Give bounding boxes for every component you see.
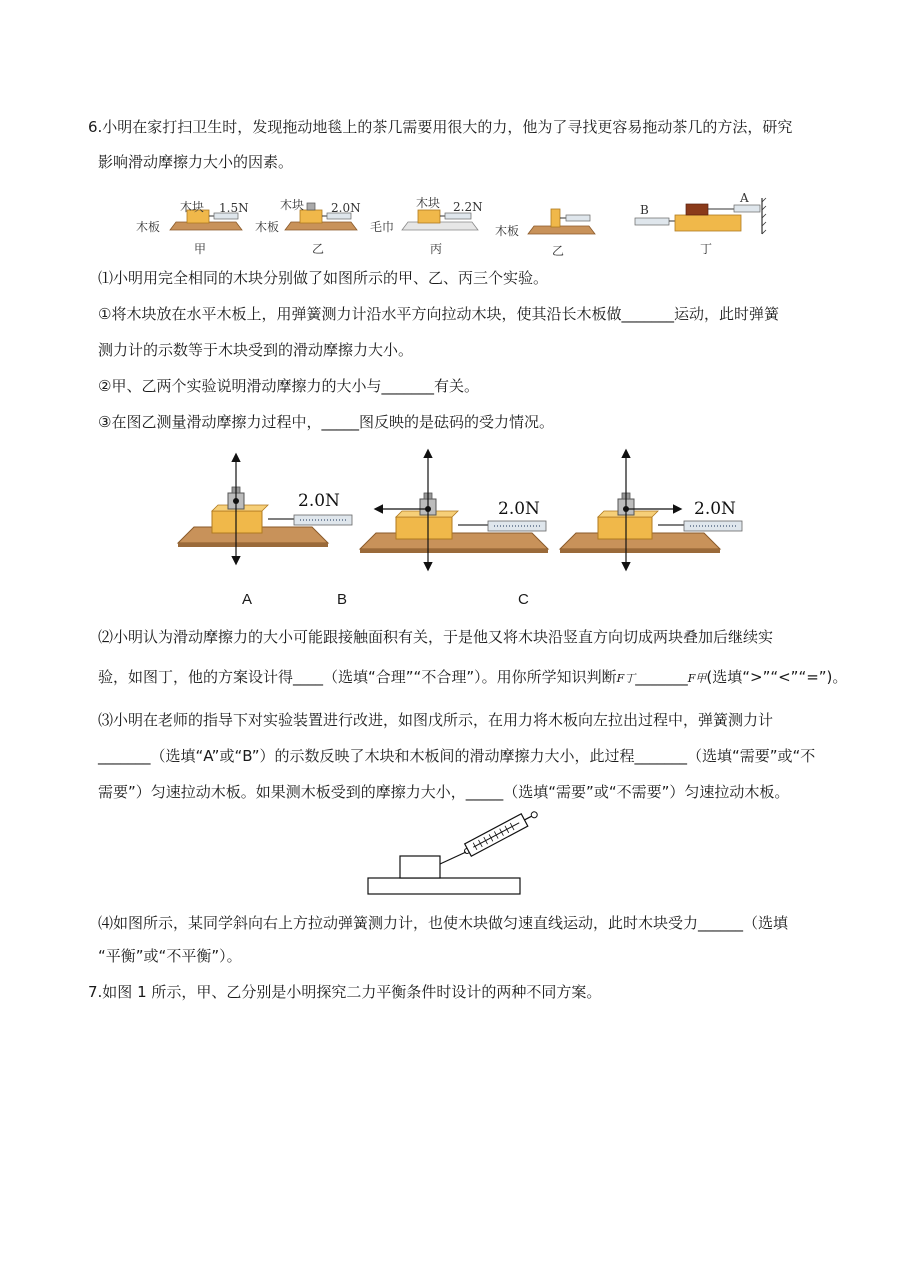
q6-part3b: _______（选填“A”或“B”）的示数反映了木块和木板间的滑动摩擦力大小，此过程_______（选填“需要”或“不 [98, 747, 816, 765]
fig-bing-force: 2.2N [453, 200, 483, 214]
q6-stem-line1: 6.小明在家打扫卫生时，发现拖动地毯上的茶几需要用很大的力，他为了寻找更容易拖动茶几的方法，研究 [88, 118, 793, 136]
q6-part2b-text1: 验，如图丁，他的方案设计得____（选填“合理”“不合理”）。用你所学知识判断 [98, 668, 617, 686]
fig-yi-force: 2.0N [331, 201, 361, 215]
option-c-label: C [518, 591, 529, 608]
q6-part1-2: ②甲、乙两个实验说明滑动摩擦力的大小与_______有关。 [98, 377, 479, 395]
figure-top-experiments [130, 188, 780, 256]
option-a-label: A [242, 591, 253, 608]
inclined-pull-svg [360, 810, 530, 900]
q6-part1: ⑴小明用完全相同的木块分别做了如图所示的甲、乙、丙三个实验。 [98, 269, 549, 287]
q6-part3c: 需要”）匀速拉动木板。如果测木板受到的摩擦力大小，_____（选填“需要”或“不需要”）匀速拉动木板。 [98, 783, 790, 801]
q6-part2a: ⑵小明认为滑动摩擦力的大小可能跟接触面积有关，于是他又将木块沿竖直方向切成两块叠加后继续实 [98, 628, 774, 646]
q6-part1-1b: 测力计的示数等于木块受到的滑动摩擦力大小。 [98, 341, 414, 359]
force-f-jia: F甲 [687, 672, 707, 685]
fig-jia-caption: 甲 [194, 242, 207, 256]
fig-ding-label-b: B [640, 203, 649, 217]
figure-inclined-pull [360, 810, 530, 900]
force-reading-c: 2.0N [694, 499, 736, 519]
q6-part2b [98, 667, 847, 689]
force-reading-b: 2.0N [498, 499, 540, 519]
fig-jia-block-label: 木块 [180, 200, 205, 214]
q6-part2b-blank: _______ [635, 668, 688, 686]
fig-yi2-caption: 乙 [552, 244, 565, 258]
figure-force-diagrams [170, 445, 736, 575]
q7-stem: 7.如图 1 所示，甲、乙分别是小明探究二力平衡条件时设计的两种不同方案。 [88, 983, 602, 1001]
fig-ding-label-a: A [740, 191, 749, 205]
q6-part4a: ⑷如图所示，某同学斜向右上方拉动弹簧测力计，也使木块做匀速直线运动，此时木块受力______（选填 [98, 914, 789, 932]
fig-bing-caption: 丙 [430, 242, 443, 256]
fig-yi2-board-label: 木板 [495, 224, 520, 238]
q6-part3a: ⑶小明在老师的指导下对实验装置进行改进，如图戊所示，在用力将木板向左拉出过程中，弹簧测力计 [98, 711, 774, 729]
q6-part4b: “平衡”或“不平衡”）。 [98, 947, 242, 965]
fig-bing-board-label: 毛巾 [370, 220, 395, 234]
force-reading-a: 2.0N [298, 491, 340, 511]
q6-part1-3: ③在图乙测量滑动摩擦力过程中，_____图反映的是砝码的受力情况。 [98, 413, 554, 431]
q6-part1-1a: ①将木块放在水平木板上，用弹簧测力计沿水平方向拉动木块，使其沿长木板做_______运动，此时弹簧 [98, 305, 779, 323]
fig-jia-board-label: 木板 [136, 220, 161, 234]
force-f-ding: F丁 [616, 672, 636, 685]
fig-yi-board-label: 木板 [255, 220, 280, 234]
force-diagrams-svg [170, 445, 730, 575]
option-b-label: B [337, 591, 348, 608]
fig-bing-block-label: 木块 [416, 196, 441, 210]
fig-yi-caption: 乙 [312, 242, 325, 256]
q6-part2b-text2: (选填“>”“<”“=”)。 [706, 668, 848, 686]
q6-stem-line2: 影响滑动摩擦力大小的因素。 [98, 153, 294, 171]
figure-top-svg [130, 188, 780, 256]
fig-ding-caption: 丁 [700, 242, 713, 256]
fig-jia-force: 1.5N [219, 201, 249, 215]
fig-yi-block-label: 木块 [280, 198, 305, 212]
